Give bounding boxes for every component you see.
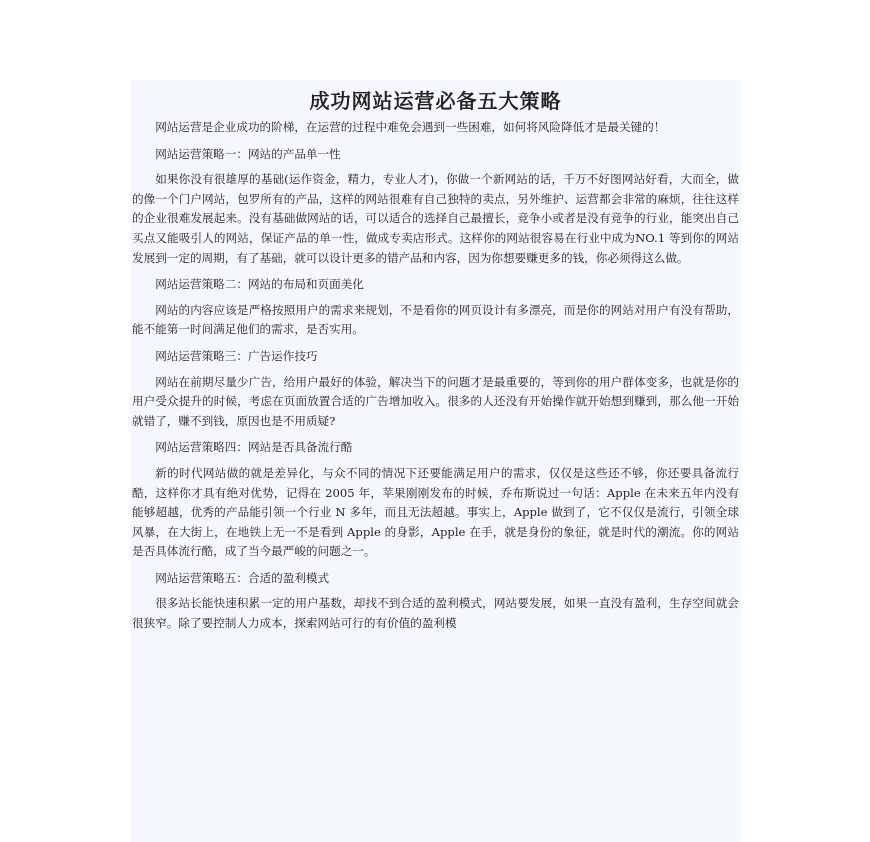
section-1-body: 如果你没有很雄厚的基础(运作资金，精力，专业人才)，你做一个新网站的话，千万不好图网站好看，大而全，做的像一个门户网站，包罗所有的产品，这样的网站很难有自己独特的卖点，另外维护、运营都会非常的麻烦，往往这样的企业很难发展起来。没有基础做网站的话，可以适合的选择自己最擅长，竞争小或者是没有竞争的行业，能突出自己买点又能吸引人的网站，保证产品的单一性，做成专卖店形式。这样你的网站很容易在行业中成为NO.1 等到你的网站发展到一定的周期，有了基础，就可以设计更多的错产品和内容，因为你想要赚更多的钱，你必须得这么做。 bbox=[132, 172, 739, 265]
section-3-heading: 网站运营策略三：广告运作技巧 bbox=[155, 348, 318, 363]
section-2-body: 网站的内容应该是严格按照用户的需求来规划，不是看你的网页设计有多漂亮，而是你的网站对用户有没有帮助，能不能第一时间满足他们的需求，是否实用。 bbox=[132, 302, 739, 337]
section-5-heading: 网站运营策略五：合适的盈利模式 bbox=[155, 570, 330, 585]
section-2-heading: 网站运营策略二：网站的布局和页面美化 bbox=[155, 277, 364, 292]
intro-paragraph: 网站运营是企业成功的阶梯，在运营的过程中难免会遇到一些困难，如何将风险降低才是最关键的！ bbox=[155, 120, 666, 134]
section-1-heading: 网站运营策略一：网站的产品单一性 bbox=[155, 146, 341, 161]
document-title: 成功网站运营必备五大策略 bbox=[309, 89, 562, 113]
document-body bbox=[130, 118, 741, 634]
document-page bbox=[130, 80, 741, 842]
section-4-heading: 网站运营策略四：网站是否具备流行酷 bbox=[155, 440, 353, 455]
section-5-body: 很多站长能快速积累一定的用户基数，却找不到合适的盈利模式，网站要发展，如果一直没有盈利，生存空间就会很狭窄。除了要控制人力成本，探索网站可行的有价值的盈利模 bbox=[132, 596, 739, 631]
section-3-body: 网站在前期尽量少广告，给用户最好的体验，解决当下的问题才是最重要的，等到你的用户群体变多，也就是你的用户受众提升的时候，考虑在页面放置合适的广告增加收入。很多的人还没有开始操作就开始想到赚到，那么他一开始就错了，赚不到钱，原因也是不用质疑? bbox=[132, 374, 739, 428]
section-4-body: 新的时代网站做的就是差异化，与众不同的情况下还要能满足用户的需求，仅仅是这些还不够，你还要具备流行酷，这样你才具有绝对优势，记得在 2005 年，苹果刚刚发布的时候，乔布斯说过一句话：Apple 在未来五年内没有能够超越，优秀的产品能引领一个行业 N 多年，而且无法超越。事实上，Apple 做到了，它不仅仅是流行，引领全球风暴，在大街上，在地铁上无一不是看到 Apple 的身影，Apple 在手，就是身份的象征，就是时代的潮流。你的网站是否具体流行酷，成了当今最严峻的问题之一。 bbox=[132, 465, 739, 559]
